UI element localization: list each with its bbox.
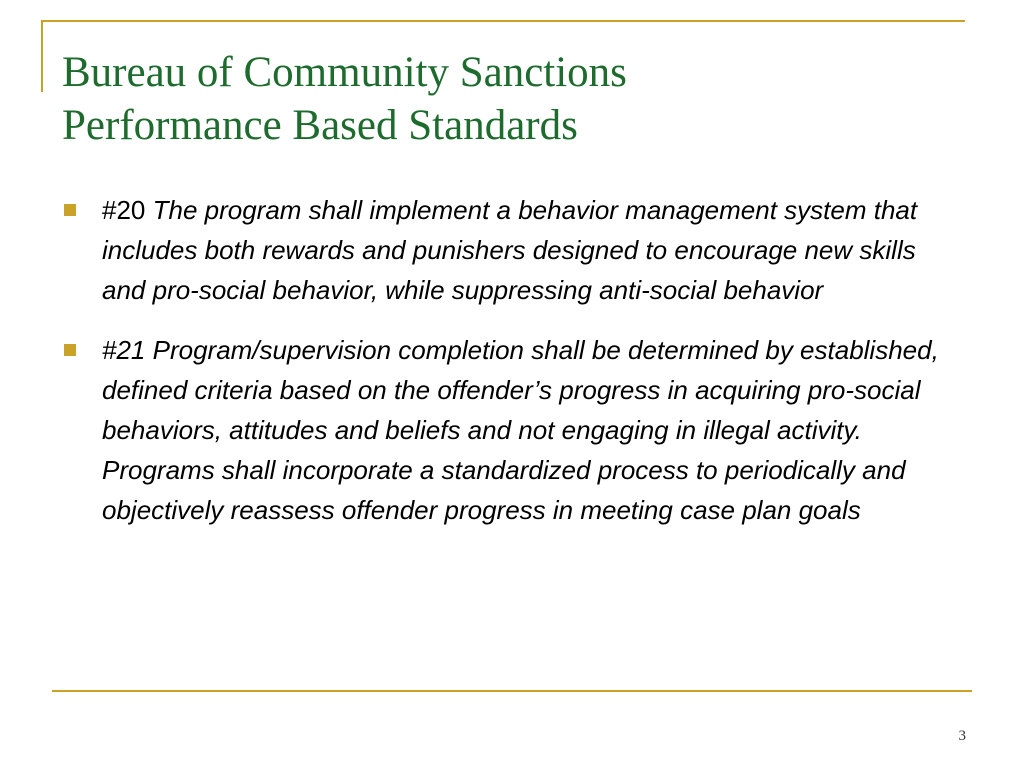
slide-title (62, 46, 962, 152)
square-bullet-icon (64, 204, 76, 216)
title-line-2: Performance Based Standards (62, 102, 578, 149)
accent-line-top (41, 20, 965, 22)
title-line-1: Bureau of Community Sanctions (62, 49, 627, 96)
accent-line-bottom (52, 690, 972, 692)
standard-number: #20 (102, 195, 153, 225)
accent-line-vertical (41, 20, 43, 92)
bullet-item (62, 190, 962, 310)
page-number: 3 (958, 728, 966, 744)
bullet-item (62, 330, 962, 530)
square-bullet-icon (64, 344, 76, 356)
bullet-list (62, 190, 962, 550)
standard-number: #21 (102, 335, 153, 365)
standard-text: Program/supervision completion shall be determined by established, defined criteria based on the offender’s progress in acquiring pro-social behaviors, attitudes and beliefs and not engaging in illegal activity. Programs shall incorporate a standardized process to periodically and objectively reassess offender progress in meeting case plan goals (102, 335, 939, 525)
standard-text: The program shall implement a behavior management system that includes both rewards and punishers designed to encourage new skills and pro-social behavior, while suppressing anti-social behavior (102, 195, 918, 305)
